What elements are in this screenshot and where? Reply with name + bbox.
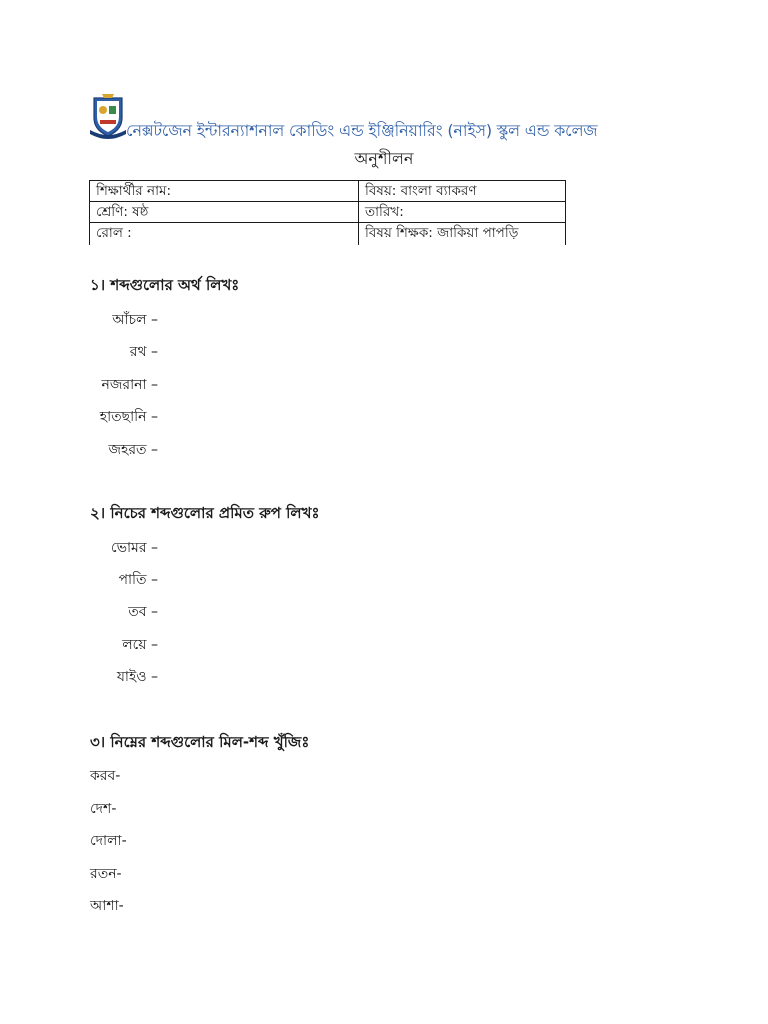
subject-cell: বিষয়: বাংলা ব্যাকরণ	[359, 181, 566, 202]
student-name-cell: শিক্ষার্থীর নাম:	[90, 181, 359, 202]
date-cell: তারিখ:	[359, 202, 566, 223]
list-item: যাইও –	[116, 669, 158, 685]
page-title: অনুশীলন	[354, 149, 414, 168]
table-row	[90, 223, 566, 246]
school-name: নেক্সটজেন ইন্টারন্যাশনাল কোডিং এন্ড ইঞ্জিনিয়ারিং (নাইস) স্কুল এন্ড কলেজ	[126, 121, 598, 140]
list-item: করব-	[90, 768, 121, 784]
list-item: রতন-	[90, 866, 122, 882]
school-logo-icon	[88, 94, 128, 140]
student-info-table	[89, 180, 566, 245]
section-1-title: ১। শব্দগুলোর অর্থ লিখঃ	[90, 276, 240, 294]
section-2-title: ২। নিচের শব্দগুলোর প্রমিত রুপ লিখঃ	[90, 504, 320, 522]
school-header	[88, 92, 648, 142]
class-cell: শ্রেণি: ষষ্ঠ	[90, 202, 359, 223]
list-item: ভোমর –	[110, 540, 158, 556]
list-item: দেশ-	[90, 801, 117, 817]
list-item: জহরত –	[108, 442, 158, 458]
list-item: নজরানা –	[101, 377, 158, 393]
table-row	[90, 202, 566, 223]
list-item: রথ –	[129, 344, 158, 360]
list-item: হাতছানি –	[99, 409, 158, 425]
list-item: পাতি –	[118, 572, 158, 588]
list-item: আঁচল –	[112, 312, 158, 328]
roll-cell: রোল :	[90, 223, 359, 246]
list-item: তব –	[128, 604, 158, 620]
list-item: আশা-	[90, 898, 124, 914]
section-3-title: ৩। নিম্নের শব্দগুলোর মিল-শব্দ খুঁজিঃ	[90, 733, 310, 751]
list-item: লয়ে –	[122, 637, 158, 653]
teacher-cell: বিষয় শিক্ষক: জাকিয়া পাপড়ি	[359, 223, 566, 246]
table-row	[90, 181, 566, 202]
list-item: দোলা-	[90, 833, 127, 849]
